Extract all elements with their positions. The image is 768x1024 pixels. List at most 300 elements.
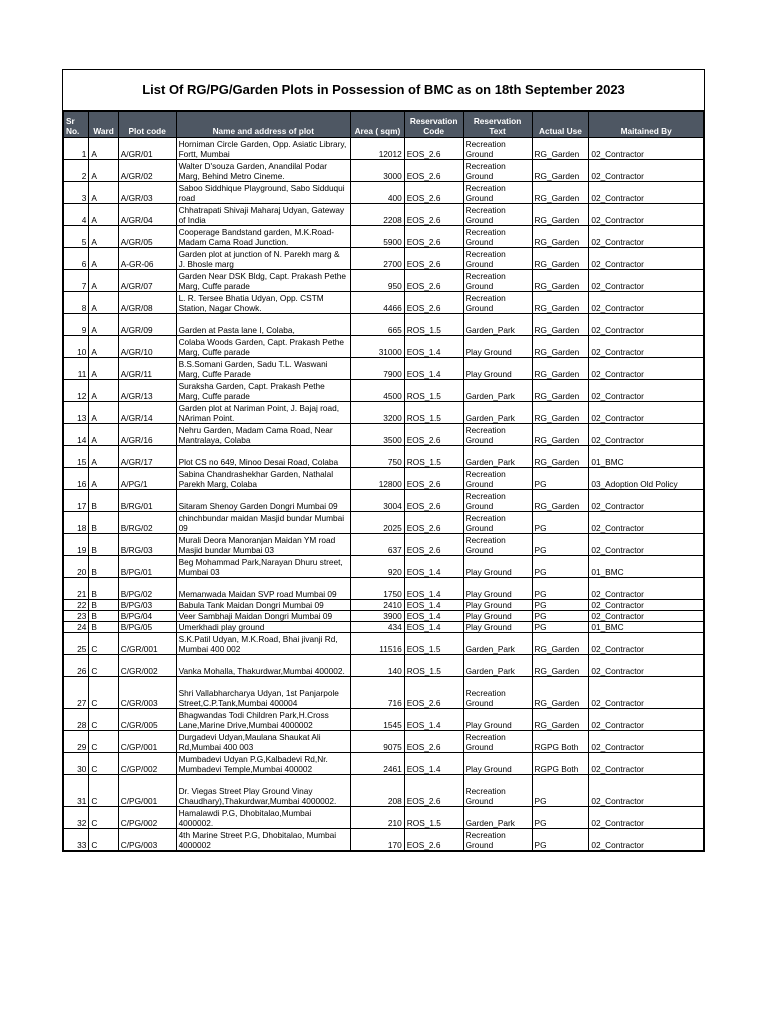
table-header-row xyxy=(64,112,704,138)
row-maintained-by: 02_Contractor xyxy=(589,534,704,556)
row-reservation-text: Recreation Ground xyxy=(463,292,532,314)
row-maintained-by: 02_Contractor xyxy=(589,358,704,380)
row-ward: B xyxy=(89,512,118,534)
row-reservation-text: Play Ground xyxy=(463,753,532,775)
row-ward: C xyxy=(89,775,118,807)
row-plot-code: C/GR/005 xyxy=(118,709,176,731)
row-ward: A xyxy=(89,204,118,226)
row-name: Suraksha Garden, Capt. Prakash Pethe Marg, Cuffe parade xyxy=(176,380,350,402)
row-name: Garden at Pasta lane I, Colaba, xyxy=(176,314,350,336)
row-reservation-text: Garden_Park xyxy=(463,655,532,677)
row-actual-use: RGPG Both xyxy=(532,753,589,775)
row-sr: 27 xyxy=(64,677,89,709)
row-ward: A xyxy=(89,446,118,468)
row-ward: B xyxy=(89,578,118,600)
row-area: 3500 xyxy=(351,424,405,446)
row-plot-code: A/GR/17 xyxy=(118,446,176,468)
row-sr: 26 xyxy=(64,655,89,677)
table-row xyxy=(64,807,704,829)
table-row xyxy=(64,534,704,556)
row-area: 665 xyxy=(351,314,405,336)
row-area: 400 xyxy=(351,182,405,204)
row-name: Shri Vallabharcharya Udyan, 1st Panjarpole Street,C.P.Tank,Mumbai 400004 xyxy=(176,677,350,709)
table-row xyxy=(64,138,704,160)
row-sr: 1 xyxy=(64,138,89,160)
row-plot-code: C/GR/001 xyxy=(118,633,176,655)
row-reservation-code: EOS_1.4 xyxy=(404,600,463,611)
row-sr: 7 xyxy=(64,270,89,292)
row-plot-code: C/GR/003 xyxy=(118,677,176,709)
row-sr: 5 xyxy=(64,226,89,248)
row-name: chinchbundar maidan Masjid bundar Mumbai 09 xyxy=(176,512,350,534)
row-ward: A xyxy=(89,160,118,182)
row-actual-use: RGPG Both xyxy=(532,731,589,753)
row-name: Saboo Siddhique Playground, Sabo Sidduqui road xyxy=(176,182,350,204)
row-name: Mumbadevi Udyan P.G,Kalbadevi Rd,Nr. Mumbadevi Temple,Mumbai 400002 xyxy=(176,753,350,775)
row-reservation-code: EOS_2.6 xyxy=(404,138,463,160)
row-reservation-code: ROS_1.5 xyxy=(404,807,463,829)
table-row xyxy=(64,270,704,292)
table-row xyxy=(64,358,704,380)
row-ward: A xyxy=(89,292,118,314)
row-name: Vanka Mohalla, Thakurdwar,Mumbai 400002. xyxy=(176,655,350,677)
row-sr: 16 xyxy=(64,468,89,490)
row-plot-code: C/GR/002 xyxy=(118,655,176,677)
row-actual-use: RG_Garden xyxy=(532,655,589,677)
row-plot-code: A/GR/16 xyxy=(118,424,176,446)
row-maintained-by: 02_Contractor xyxy=(589,775,704,807)
row-maintained-by: 02_Contractor xyxy=(589,578,704,600)
row-plot-code: A/GR/05 xyxy=(118,226,176,248)
row-plot-code: B/RG/02 xyxy=(118,512,176,534)
row-reservation-code: EOS_2.6 xyxy=(404,424,463,446)
table-row xyxy=(64,226,704,248)
row-area: 170 xyxy=(351,829,405,851)
row-ward: B xyxy=(89,600,118,611)
row-actual-use: RG_Garden xyxy=(532,292,589,314)
row-reservation-code: EOS_1.4 xyxy=(404,622,463,633)
row-area: 1750 xyxy=(351,578,405,600)
row-reservation-text: Garden_Park xyxy=(463,446,532,468)
row-name: Garden plot at Nariman Point, J. Bajaj road, NAriman Point. xyxy=(176,402,350,424)
row-plot-code: B/PG/01 xyxy=(118,556,176,578)
row-reservation-code: EOS_2.6 xyxy=(404,534,463,556)
row-sr: 30 xyxy=(64,753,89,775)
header-name: Name and address of plot xyxy=(176,112,350,138)
table-row xyxy=(64,753,704,775)
row-ward: A xyxy=(89,424,118,446)
row-sr: 14 xyxy=(64,424,89,446)
row-reservation-text: Recreation Ground xyxy=(463,182,532,204)
row-reservation-text: Recreation Ground xyxy=(463,160,532,182)
row-ward: A xyxy=(89,468,118,490)
row-reservation-text: Play Ground xyxy=(463,600,532,611)
row-actual-use: PG xyxy=(532,622,589,633)
row-name: B.S.Somani Garden, Sadu T.L. Waswani Marg, Cuffe Parade xyxy=(176,358,350,380)
row-reservation-code: EOS_1.4 xyxy=(404,358,463,380)
row-reservation-text: Recreation Ground xyxy=(463,512,532,534)
row-reservation-text: Recreation Ground xyxy=(463,204,532,226)
table-row xyxy=(64,709,704,731)
row-reservation-code: EOS_2.6 xyxy=(404,248,463,270)
row-name: 4th Marine Street P.G, Dhobitalao, Mumbai 4000002 xyxy=(176,829,350,851)
row-actual-use: RG_Garden xyxy=(532,138,589,160)
row-name: L. R. Tersee Bhatia Udyan, Opp. CSTM Station, Nagar Chowk. xyxy=(176,292,350,314)
row-actual-use: PG xyxy=(532,468,589,490)
row-actual-use: RG_Garden xyxy=(532,446,589,468)
row-maintained-by: 02_Contractor xyxy=(589,138,704,160)
table-row xyxy=(64,829,704,851)
row-reservation-code: ROS_1.5 xyxy=(404,402,463,424)
row-reservation-code: EOS_1.4 xyxy=(404,578,463,600)
table-row xyxy=(64,490,704,512)
row-name: Veer Sambhaji Maidan Dongri Mumbai 09 xyxy=(176,611,350,622)
row-sr: 32 xyxy=(64,807,89,829)
row-name: Sabina Chandrashekhar Garden, Nathalal Parekh Marg, Colaba xyxy=(176,468,350,490)
row-reservation-text: Play Ground xyxy=(463,578,532,600)
row-sr: 20 xyxy=(64,556,89,578)
header-actual-use: Actual Use xyxy=(532,112,589,138)
table-row xyxy=(64,600,704,611)
row-reservation-code: EOS_2.6 xyxy=(404,677,463,709)
row-reservation-code: EOS_2.6 xyxy=(404,512,463,534)
row-plot-code: C/PG/003 xyxy=(118,829,176,851)
row-reservation-code: ROS_1.5 xyxy=(404,314,463,336)
row-name: Durgadevi Udyan,Maulana Shaukat Ali Rd,Mumbai 400 003 xyxy=(176,731,350,753)
row-name: Bhagwandas Todi Children Park,H.Cross Lane,Marine Drive,Mumbai 4000002 xyxy=(176,709,350,731)
row-sr: 21 xyxy=(64,578,89,600)
row-ward: C xyxy=(89,655,118,677)
header-sr: Sr No. xyxy=(64,112,89,138)
row-maintained-by: 02_Contractor xyxy=(589,424,704,446)
row-reservation-text: Garden_Park xyxy=(463,314,532,336)
row-reservation-code: EOS_2.6 xyxy=(404,468,463,490)
row-maintained-by: 02_Contractor xyxy=(589,753,704,775)
row-area: 2208 xyxy=(351,204,405,226)
row-name: S.K.Patil Udyan, M.K.Road, Bhai jivanji Rd, Mumbai 400 002 xyxy=(176,633,350,655)
row-reservation-text: Garden_Park xyxy=(463,402,532,424)
row-ward: B xyxy=(89,556,118,578)
row-maintained-by: 02_Contractor xyxy=(589,731,704,753)
row-reservation-code: EOS_2.6 xyxy=(404,270,463,292)
row-area: 4466 xyxy=(351,292,405,314)
header-reservation-text: Reservation Text xyxy=(463,112,532,138)
row-ward: A xyxy=(89,402,118,424)
row-reservation-code: EOS_1.4 xyxy=(404,556,463,578)
row-area: 12012 xyxy=(351,138,405,160)
table-row xyxy=(64,292,704,314)
row-plot-code: B/RG/01 xyxy=(118,490,176,512)
row-name: Nehru Garden, Madam Cama Road, Near Mantralaya, Colaba xyxy=(176,424,350,446)
table-row xyxy=(64,655,704,677)
row-sr: 13 xyxy=(64,402,89,424)
row-plot-code: A/GR/02 xyxy=(118,160,176,182)
row-maintained-by: 02_Contractor xyxy=(589,807,704,829)
row-actual-use: RG_Garden xyxy=(532,336,589,358)
row-name: Dr. Viegas Street Play Ground Vinay Chaudhary),Thakurdwar,Mumbai 4000002. xyxy=(176,775,350,807)
row-ward: C xyxy=(89,633,118,655)
row-plot-code: B/PG/02 xyxy=(118,578,176,600)
row-actual-use: RG_Garden xyxy=(532,314,589,336)
row-actual-use: RG_Garden xyxy=(532,182,589,204)
row-reservation-text: Recreation Ground xyxy=(463,534,532,556)
row-area: 210 xyxy=(351,807,405,829)
row-area: 11516 xyxy=(351,633,405,655)
row-reservation-text: Recreation Ground xyxy=(463,226,532,248)
row-maintained-by: 02_Contractor xyxy=(589,226,704,248)
row-actual-use: RG_Garden xyxy=(532,270,589,292)
row-maintained-by: 02_Contractor xyxy=(589,677,704,709)
row-sr: 15 xyxy=(64,446,89,468)
row-reservation-code: EOS_2.6 xyxy=(404,160,463,182)
row-ward: C xyxy=(89,731,118,753)
row-actual-use: RG_Garden xyxy=(532,633,589,655)
row-reservation-code: EOS_2.6 xyxy=(404,829,463,851)
row-name: Plot CS no 649, Minoo Desai Road, Colaba xyxy=(176,446,350,468)
row-maintained-by: 01_BMC xyxy=(589,622,704,633)
row-plot-code: A-GR-06 xyxy=(118,248,176,270)
row-name: Murali Deora Manoranjan Maidan YM road Masjid bundar Mumbai 03 xyxy=(176,534,350,556)
row-maintained-by: 02_Contractor xyxy=(589,402,704,424)
row-name: Cooperage Bandstand garden, M.K.Road-Madam Cama Road Junction. xyxy=(176,226,350,248)
header-area: Area ( sqm) xyxy=(351,112,405,138)
row-actual-use: PG xyxy=(532,807,589,829)
row-sr: 18 xyxy=(64,512,89,534)
row-plot-code: B/PG/03 xyxy=(118,600,176,611)
table-row xyxy=(64,336,704,358)
row-sr: 19 xyxy=(64,534,89,556)
table-row xyxy=(64,204,704,226)
row-area: 750 xyxy=(351,446,405,468)
row-plot-code: C/GP/001 xyxy=(118,731,176,753)
row-plot-code: A/PG/1 xyxy=(118,468,176,490)
row-sr: 31 xyxy=(64,775,89,807)
row-maintained-by: 03_Adoption Old Policy xyxy=(589,468,704,490)
row-reservation-code: ROS_1.5 xyxy=(404,655,463,677)
row-name: Chhatrapati Shivaji Maharaj Udyan, Gateway of India xyxy=(176,204,350,226)
row-plot-code: C/PG/001 xyxy=(118,775,176,807)
table-row xyxy=(64,160,704,182)
row-maintained-by: 02_Contractor xyxy=(589,336,704,358)
table-row xyxy=(64,446,704,468)
table-row xyxy=(64,622,704,633)
row-maintained-by: 02_Contractor xyxy=(589,709,704,731)
row-sr: 8 xyxy=(64,292,89,314)
row-sr: 17 xyxy=(64,490,89,512)
row-reservation-text: Recreation Ground xyxy=(463,829,532,851)
row-reservation-text: Recreation Ground xyxy=(463,490,532,512)
row-area: 434 xyxy=(351,622,405,633)
row-reservation-text: Garden_Park xyxy=(463,807,532,829)
row-reservation-text: Recreation Ground xyxy=(463,138,532,160)
table-row xyxy=(64,556,704,578)
row-name: Memanwada Maidan SVP road Mumbai 09 xyxy=(176,578,350,600)
row-reservation-code: EOS_2.6 xyxy=(404,731,463,753)
row-maintained-by: 02_Contractor xyxy=(589,314,704,336)
row-reservation-text: Play Ground xyxy=(463,556,532,578)
row-area: 12800 xyxy=(351,468,405,490)
row-maintained-by: 01_BMC xyxy=(589,556,704,578)
row-actual-use: PG xyxy=(532,775,589,807)
row-reservation-text: Recreation Ground xyxy=(463,677,532,709)
row-actual-use: PG xyxy=(532,556,589,578)
row-maintained-by: 02_Contractor xyxy=(589,490,704,512)
row-name: Walter D'souza Garden, Anandilal Podar Marg, Behind Metro Cineme. xyxy=(176,160,350,182)
header-ward: Ward xyxy=(89,112,118,138)
page-title: List Of RG/PG/Garden Plots in Possession of BMC as on 18th September 2023 xyxy=(63,70,704,111)
row-ward: A xyxy=(89,270,118,292)
row-area: 3000 xyxy=(351,160,405,182)
table-row xyxy=(64,731,704,753)
row-sr: 28 xyxy=(64,709,89,731)
row-ward: A xyxy=(89,380,118,402)
row-name: Garden plot at junction of N. Parekh marg & J. Bhosle marg xyxy=(176,248,350,270)
row-ward: A xyxy=(89,248,118,270)
row-actual-use: RG_Garden xyxy=(532,402,589,424)
row-name: Umerkhadi play ground xyxy=(176,622,350,633)
row-plot-code: C/GP/002 xyxy=(118,753,176,775)
row-area: 716 xyxy=(351,677,405,709)
row-maintained-by: 02_Contractor xyxy=(589,182,704,204)
row-sr: 4 xyxy=(64,204,89,226)
row-name: Babula Tank Maidan Dongri Mumbai 09 xyxy=(176,600,350,611)
row-plot-code: A/GR/10 xyxy=(118,336,176,358)
row-ward: C xyxy=(89,829,118,851)
row-ward: C xyxy=(89,677,118,709)
row-reservation-text: Recreation Ground xyxy=(463,424,532,446)
row-maintained-by: 01_BMC xyxy=(589,446,704,468)
row-area: 3004 xyxy=(351,490,405,512)
table-row xyxy=(64,611,704,622)
table-row xyxy=(64,402,704,424)
row-ward: A xyxy=(89,182,118,204)
row-reservation-code: EOS_2.6 xyxy=(404,182,463,204)
row-actual-use: RG_Garden xyxy=(532,358,589,380)
row-reservation-text: Play Ground xyxy=(463,709,532,731)
row-ward: A xyxy=(89,336,118,358)
table-row xyxy=(64,775,704,807)
row-area: 3200 xyxy=(351,402,405,424)
row-actual-use: RG_Garden xyxy=(532,248,589,270)
row-actual-use: RG_Garden xyxy=(532,424,589,446)
row-plot-code: B/RG/03 xyxy=(118,534,176,556)
row-plot-code: A/GR/14 xyxy=(118,402,176,424)
row-area: 920 xyxy=(351,556,405,578)
table-row xyxy=(64,248,704,270)
plot-list-sheet xyxy=(62,69,705,852)
row-sr: 24 xyxy=(64,622,89,633)
row-reservation-text: Play Ground xyxy=(463,358,532,380)
row-actual-use: RG_Garden xyxy=(532,160,589,182)
row-sr: 29 xyxy=(64,731,89,753)
row-reservation-text: Recreation Ground xyxy=(463,270,532,292)
row-area: 2700 xyxy=(351,248,405,270)
row-actual-use: RG_Garden xyxy=(532,677,589,709)
row-actual-use: PG xyxy=(532,829,589,851)
row-sr: 12 xyxy=(64,380,89,402)
row-ward: B xyxy=(89,490,118,512)
row-reservation-code: ROS_1.5 xyxy=(404,380,463,402)
row-reservation-text: Play Ground xyxy=(463,336,532,358)
row-actual-use: PG xyxy=(532,512,589,534)
row-area: 7900 xyxy=(351,358,405,380)
row-area: 31000 xyxy=(351,336,405,358)
plots-table xyxy=(63,111,704,851)
row-reservation-code: ROS_1.5 xyxy=(404,446,463,468)
row-name: Hamalawdi P.G, Dhobitalao,Mumbai 4000002. xyxy=(176,807,350,829)
row-plot-code: C/PG/002 xyxy=(118,807,176,829)
row-reservation-text: Play Ground xyxy=(463,611,532,622)
row-name: Sitaram Shenoy Garden Dongri Mumbai 09 xyxy=(176,490,350,512)
row-maintained-by: 02_Contractor xyxy=(589,611,704,622)
table-row xyxy=(64,468,704,490)
row-name: Horniman Circle Garden, Opp. Asiatic Library, Fortt, Mumbai xyxy=(176,138,350,160)
row-plot-code: A/GR/13 xyxy=(118,380,176,402)
row-area: 4500 xyxy=(351,380,405,402)
row-area: 2461 xyxy=(351,753,405,775)
table-row xyxy=(64,182,704,204)
row-ward: C xyxy=(89,753,118,775)
row-reservation-code: EOS_1.4 xyxy=(404,336,463,358)
row-actual-use: PG xyxy=(532,600,589,611)
row-reservation-text: Recreation Ground xyxy=(463,775,532,807)
row-maintained-by: 02_Contractor xyxy=(589,292,704,314)
row-ward: A xyxy=(89,314,118,336)
row-reservation-text: Play Ground xyxy=(463,622,532,633)
row-plot-code: A/GR/07 xyxy=(118,270,176,292)
row-actual-use: RG_Garden xyxy=(532,380,589,402)
row-reservation-text: Garden_Park xyxy=(463,633,532,655)
row-actual-use: PG xyxy=(532,611,589,622)
row-area: 140 xyxy=(351,655,405,677)
row-actual-use: RG_Garden xyxy=(532,490,589,512)
row-maintained-by: 02_Contractor xyxy=(589,829,704,851)
table-row xyxy=(64,578,704,600)
row-name: Beg Mohammad Park,Narayan Dhuru street, Mumbai 03 xyxy=(176,556,350,578)
row-reservation-code: EOS_1.4 xyxy=(404,709,463,731)
row-sr: 23 xyxy=(64,611,89,622)
row-area: 950 xyxy=(351,270,405,292)
row-sr: 6 xyxy=(64,248,89,270)
row-actual-use: RG_Garden xyxy=(532,204,589,226)
row-ward: C xyxy=(89,709,118,731)
row-plot-code: B/PG/05 xyxy=(118,622,176,633)
row-actual-use: RG_Garden xyxy=(532,709,589,731)
row-reservation-text: Recreation Ground xyxy=(463,731,532,753)
table-row xyxy=(64,380,704,402)
table-row xyxy=(64,512,704,534)
row-ward: B xyxy=(89,622,118,633)
row-plot-code: A/GR/09 xyxy=(118,314,176,336)
row-reservation-text: Garden_Park xyxy=(463,380,532,402)
row-reservation-text: Recreation Ground xyxy=(463,248,532,270)
row-plot-code: A/GR/11 xyxy=(118,358,176,380)
row-sr: 33 xyxy=(64,829,89,851)
row-sr: 10 xyxy=(64,336,89,358)
row-maintained-by: 02_Contractor xyxy=(589,600,704,611)
row-name: Garden Near DSK Bldg, Capt. Prakash Pethe Marg, Cuffe parade xyxy=(176,270,350,292)
row-ward: B xyxy=(89,611,118,622)
row-actual-use: PG xyxy=(532,534,589,556)
row-sr: 22 xyxy=(64,600,89,611)
row-sr: 11 xyxy=(64,358,89,380)
row-sr: 3 xyxy=(64,182,89,204)
row-maintained-by: 02_Contractor xyxy=(589,160,704,182)
header-plot-code: Plot code xyxy=(118,112,176,138)
row-maintained-by: 02_Contractor xyxy=(589,655,704,677)
row-ward: A xyxy=(89,138,118,160)
row-area: 3900 xyxy=(351,611,405,622)
